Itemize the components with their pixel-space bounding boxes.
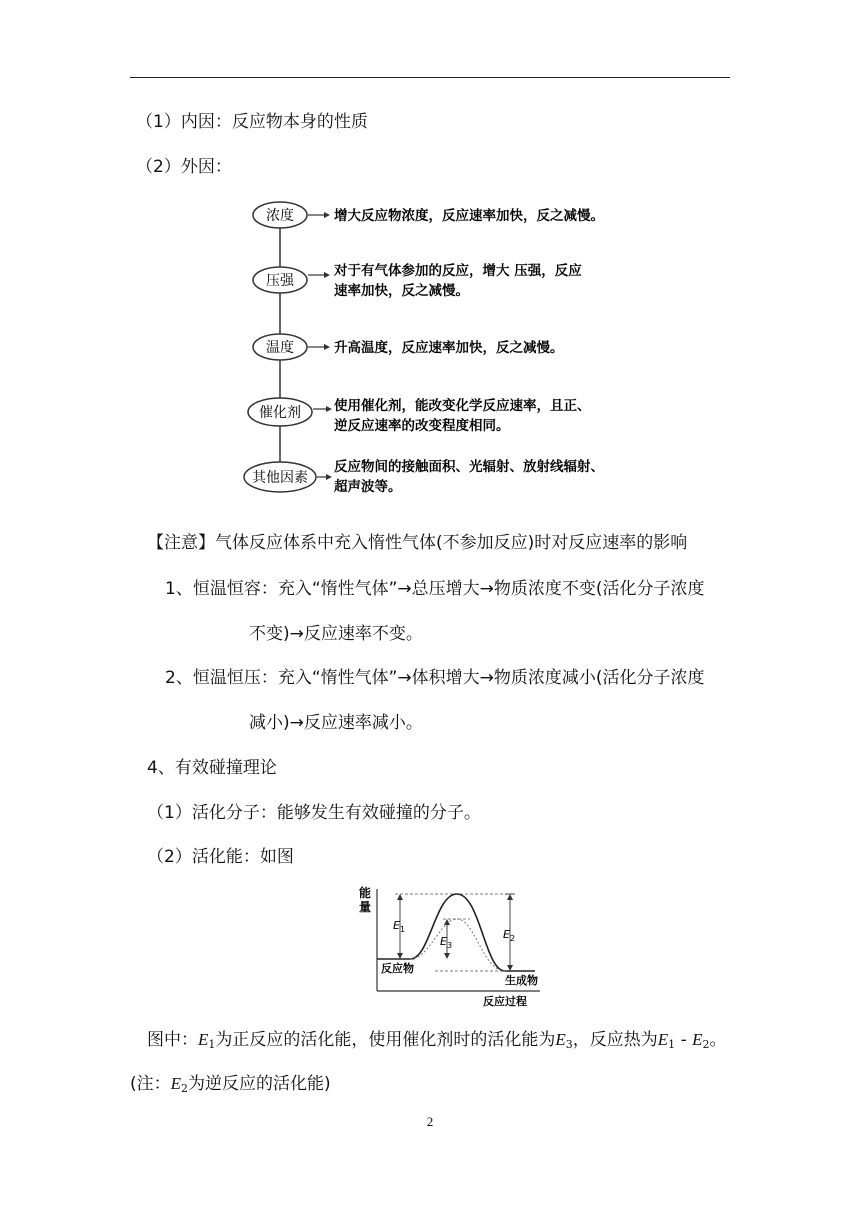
external-factor-line: （2）外因：	[136, 157, 232, 177]
factor-name: 浓度	[266, 208, 294, 224]
diagram-caption: 图中：$E_1$为正反应的活化能，使用催化剂时的活化能为$E_3$，反应热为$E_1 - E_2$。	[147, 1030, 727, 1051]
page-number: 2	[426, 1114, 434, 1129]
x-axis-label: 反应过程	[483, 995, 527, 1008]
case-2-line-1: 2、恒温恒压：充入“惰性气体”→体积增大→物质浓度减小(活化分子浓度	[165, 668, 705, 688]
e2-sub: 2	[510, 934, 516, 943]
energy-diagram	[355, 883, 555, 1008]
case-1-line-1: 1、恒温恒容：充入“惰性气体”→总压增大→物质浓度不变(活化分子浓度	[165, 579, 705, 599]
factor-text: 使用催化剂，能改变化学反应速率，且正、	[334, 398, 591, 414]
factor-text: 升高温度，反应速率加快，反之减慢。	[334, 340, 564, 356]
e1-sub: 1	[400, 925, 406, 934]
case-2-line-2: 减小)→反应速率减小。	[249, 713, 423, 733]
factor-text: 反应物间的接触面积、光辐射、放射线辐射、	[334, 459, 604, 475]
factor-name: 催化剂	[259, 405, 301, 421]
factor-text-2: 逆反应速率的改变程度相同。	[334, 418, 510, 434]
factor-row-concentration	[253, 202, 604, 228]
e1-label: E	[393, 919, 400, 932]
factor-text: 增大反应物浓度，反应速率加快，反之减慢。	[334, 208, 604, 224]
factor-name: 其他因素	[252, 470, 308, 486]
note-heading: 【注意】气体反应体系中充入惰性气体(不参加反应)时对反应速率的影响	[147, 533, 688, 553]
factor-name: 压强	[266, 273, 294, 289]
reactant-label: 反应物	[381, 962, 414, 975]
factor-text: 对于有气体参加的反应，增大 压强，反应	[334, 263, 582, 279]
activation-energy-line: （2）活化能：如图	[147, 847, 294, 867]
factor-row-temperature	[253, 334, 564, 360]
factor-row-other	[244, 458, 604, 495]
factor-name: 温度	[266, 340, 294, 356]
case-1-line-2: 不变)→反应速率不变。	[249, 624, 423, 644]
y-axis-label-2: 量	[359, 900, 372, 914]
internal-factor-line: （1）内因：反应物本身的性质	[136, 112, 368, 132]
e3-label: E	[440, 935, 447, 948]
reverse-activation-note: (注：$E_2$为逆反应的活化能)	[130, 1074, 331, 1095]
factor-diagram	[240, 195, 640, 505]
y-axis-label: 能	[359, 886, 372, 900]
e2-label: E	[503, 928, 510, 941]
activated-molecule-line: （1）活化分子：能够发生有效碰撞的分子。	[147, 803, 481, 823]
factor-row-catalyst	[248, 397, 591, 434]
product-label: 生成物	[505, 974, 538, 987]
section-4-heading: 4、有效碰撞理论	[147, 758, 277, 778]
header-rule	[130, 77, 730, 78]
factor-text-2: 超声波等。	[334, 479, 402, 495]
e3-sub: 3	[447, 941, 453, 950]
factor-text-2: 速率加快，反之减慢。	[334, 283, 469, 299]
factor-row-pressure	[253, 262, 582, 299]
